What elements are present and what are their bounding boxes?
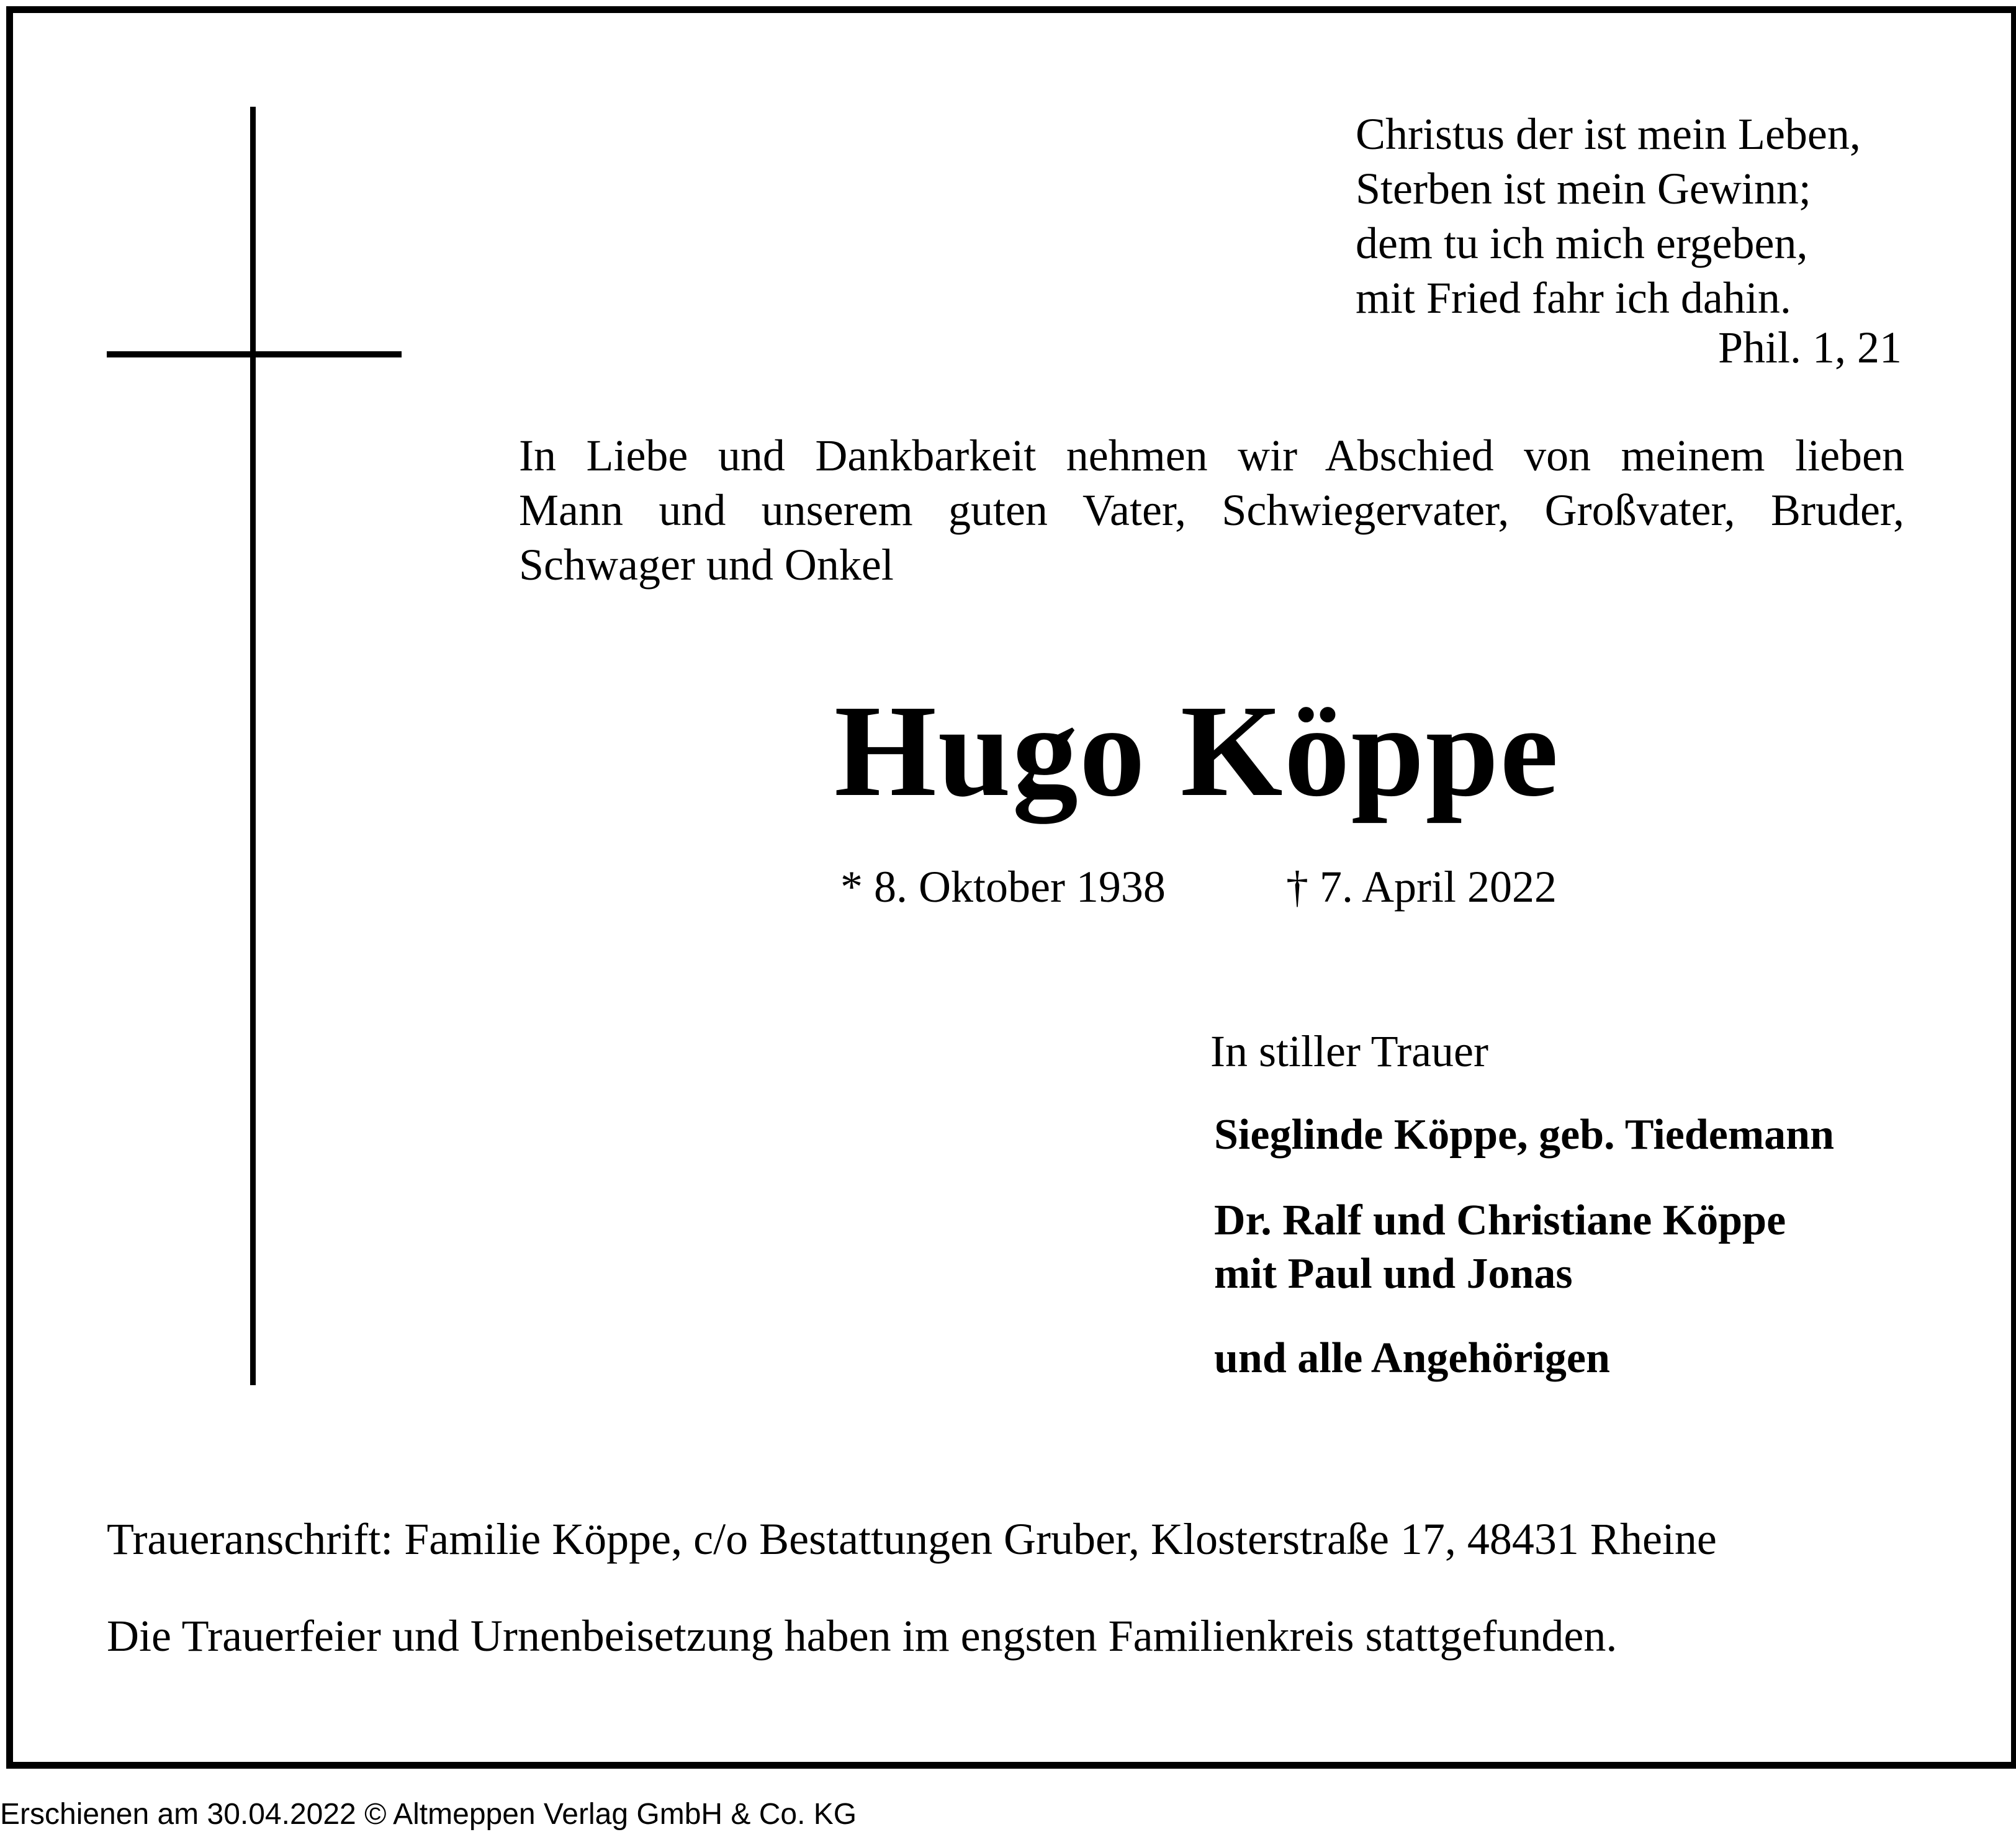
intro-line: In Liebe und Dankbarkeit nehmen wir Abschied von meinem lieben [519, 431, 1904, 480]
verse-line: mit Fried fahr ich dahin. [1356, 273, 1791, 323]
cross-icon-crossbar [107, 351, 402, 357]
intro-line: Mann und unserem guten Vater, Schwiegervater, Großvater, Bruder, [519, 485, 1904, 535]
mourning-address: Traueranschrift: Familie Köppe, c/o Bestattungen Gruber, Klosterstraße 17, 48431 Rheine [107, 1514, 1717, 1564]
verse-line: Sterben ist mein Gewinn; [1356, 164, 1811, 213]
verse-reference: Phil. 1, 21 [1717, 323, 1902, 372]
mourner-name: Dr. Ralf und Christiane Köppe [1214, 1197, 1786, 1244]
birth-date: * 8. Oktober 1938 [840, 862, 1166, 912]
mourner-group [1214, 1108, 1834, 1162]
cross-icon [250, 107, 256, 1385]
mourner-name: mit Paul und Jonas [1214, 1250, 1573, 1298]
bible-verse [1356, 107, 1914, 325]
deceased-name: Hugo Köppe [834, 678, 1560, 824]
mourner-name: und alle Angehörigen [1214, 1334, 1610, 1382]
death-date: † 7. April 2022 [1286, 862, 1557, 912]
mourner-group [1214, 1194, 1786, 1301]
service-note: Die Trauerfeier und Urnenbeisetzung haben im engsten Familienkreis stattgefunden. [107, 1611, 1618, 1661]
verse-line: Christus der ist mein Leben, [1356, 109, 1861, 159]
intro-text [519, 428, 1904, 592]
intro-line: Schwager und Onkel [519, 540, 894, 590]
verse-line: dem tu ich mich ergeben, [1356, 218, 1808, 268]
publication-footer: Erschienen am 30.04.2022 © Altmeppen Verlag GmbH & Co. KG [0, 1798, 857, 1831]
mourner-name: Sieglinde Köppe, geb. Tiedemann [1214, 1111, 1835, 1159]
mourning-heading: In stiller Trauer [1210, 1026, 1488, 1076]
mourner-group [1214, 1332, 1610, 1385]
